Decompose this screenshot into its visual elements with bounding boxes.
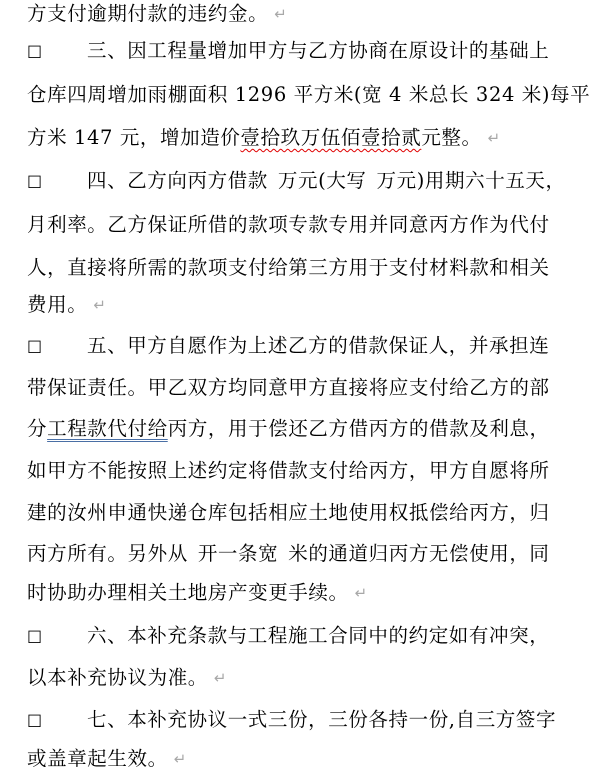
checkbox-bullet-icon: □: [27, 41, 43, 60]
paragraph-five-line-1: [27, 332, 549, 360]
paragraph-six-line-1: [27, 622, 549, 650]
paragraph-text: 丙方所有。另外从: [27, 542, 188, 565]
paragraph-text: 三、因工程量增加甲方与乙方协商在原设计的基础上: [87, 39, 550, 62]
paragraph-five-line-4: [27, 457, 550, 485]
paragraph-text: 元整。: [421, 126, 482, 149]
checkbox-bullet-icon: □: [27, 626, 43, 645]
paragraph-text: 开一条宽: [197, 542, 279, 565]
paragraph-text: 丙方，用于偿还乙方借丙方的借款及利息，: [167, 417, 550, 440]
paragraph-text: 如甲方不能按照上述约定将借款支付给丙方，甲方自愿将所: [27, 459, 550, 482]
paragraph-text: 人，直接将所需的款项支付给第三方用于支付材料款和相关: [27, 256, 550, 279]
paragraph-text: 米的通道归丙方无偿使用，同: [288, 542, 550, 565]
paragraph-line: [27, 0, 287, 28]
checkbox-bullet-icon: □: [27, 336, 43, 355]
paragraph-seven-line-1: [27, 706, 556, 734]
paragraph-text: 仓库四周增加雨棚面积 1296 平方米(宽 4 米总长 324 米)每平: [27, 83, 591, 106]
spelling-marked-text[interactable]: 壹拾玖万伍佰壹拾贰: [240, 126, 422, 149]
paragraph-text: 或盖章起生效。: [27, 747, 168, 770]
paragraph-mark-icon: ↵: [93, 296, 107, 314]
paragraph-text: 分: [27, 417, 48, 440]
paragraph-text: 七、本补充协议一式三份，三份各持一份,自三方签字: [87, 708, 557, 731]
paragraph-text: 方支付逾期付款的违约金。: [27, 2, 269, 25]
paragraph-text: 以本补充协议为准。: [27, 666, 208, 689]
paragraph-text: 六、本补充条款与工程施工合同中的约定如有冲突，: [87, 624, 550, 647]
paragraph-four-line-3: [27, 254, 550, 282]
paragraph-mark-icon: ↵: [213, 669, 228, 687]
paragraph-mark-icon: ↵: [274, 5, 288, 23]
paragraph-text: 时协助办理相关土地房产变更手续。: [27, 581, 349, 604]
paragraph-three-line-3: [27, 124, 501, 152]
grammar-marked-text[interactable]: 工程款代付给: [47, 417, 168, 440]
paragraph-mark-icon: ↵: [173, 750, 187, 768]
paragraph-seven-line-2: [27, 745, 187, 773]
paragraph-text: 建的汝州申通快递仓库包括相应土地使用权抵偿给丙方，归: [27, 501, 550, 524]
paragraph-mark-icon: ↵: [487, 129, 501, 147]
paragraph-mark-icon: ↵: [354, 584, 368, 602]
checkbox-bullet-icon: □: [27, 171, 43, 190]
paragraph-three-line-1: [27, 37, 549, 65]
paragraph-three-line-2: [27, 81, 590, 109]
paragraph-text: 四、乙方向丙方借款: [87, 169, 268, 192]
paragraph-text: 费用。: [27, 293, 88, 316]
paragraph-four-line-2: [27, 211, 550, 239]
paragraph-four-line-1: [27, 167, 566, 195]
checkbox-bullet-icon: □: [27, 710, 43, 729]
paragraph-text: 方米 147 元，增加造价: [27, 126, 241, 149]
paragraph-six-line-2: [27, 664, 227, 692]
paragraph-five-line-2: [27, 374, 550, 402]
paragraph-four-line-4: [27, 291, 106, 319]
paragraph-text: 万元(大写: [277, 169, 367, 192]
paragraph-five-line-3: [27, 415, 550, 443]
paragraph-text: 五、甲方自愿作为上述乙方的借款保证人，并承担连: [87, 334, 550, 357]
paragraph-text: 带保证责任。甲乙双方均同意甲方直接将应支付给乙方的部: [27, 376, 550, 399]
paragraph-five-line-5: [27, 499, 550, 527]
paragraph-text: 万元)用期六十五天，: [376, 169, 566, 192]
paragraph-five-line-6: [27, 540, 550, 568]
paragraph-five-line-7: [27, 579, 368, 607]
paragraph-text: 月利率。乙方保证所借的款项专款专用并同意丙方作为代付: [27, 213, 550, 236]
